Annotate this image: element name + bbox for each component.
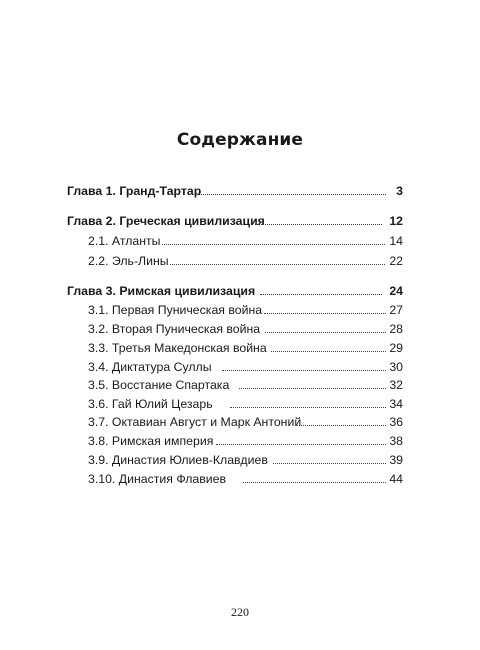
dot-leader <box>216 444 386 445</box>
dot-leader <box>264 313 386 314</box>
dot-leader <box>170 264 385 265</box>
toc-entry-page: 3 <box>396 184 403 198</box>
dot-leader <box>271 351 386 352</box>
toc-entry-page: 28 <box>389 322 403 336</box>
toc-entry-page: 38 <box>389 434 403 448</box>
toc-entry-page: 36 <box>389 415 403 429</box>
toc-entry-page: 22 <box>389 254 403 268</box>
toc-entry-section-3-3 <box>0 339 480 357</box>
page-title: Содержание <box>176 130 304 150</box>
dot-leader <box>297 425 386 426</box>
toc-entry-section-3-7 <box>0 413 480 431</box>
dot-leader <box>260 294 382 295</box>
toc-entry-page: 32 <box>389 378 403 392</box>
dot-leader <box>230 407 386 408</box>
toc-entry-section-2-1 <box>0 232 480 250</box>
toc-entry-section-3-10 <box>0 470 480 488</box>
toc-entry-section-3-1 <box>0 301 480 319</box>
dot-leader <box>162 244 385 245</box>
dot-leader <box>239 388 386 389</box>
toc-entry-label: 3.9. Династия Юлиев-Клавдиев <box>88 453 268 467</box>
toc-entry-page: 44 <box>389 472 403 486</box>
toc-entry-label: 3.10. Династия Флавиев <box>88 472 227 486</box>
toc-entry-page: 30 <box>389 360 403 374</box>
toc-entry-chapter-1 <box>0 182 480 200</box>
toc-entry-page: 34 <box>389 397 403 411</box>
toc-entry-page: 12 <box>389 214 403 228</box>
toc-entry-section-3-8 <box>0 432 480 450</box>
toc-entry-section-2-2 <box>0 252 480 270</box>
toc-entry-page: 39 <box>389 453 403 467</box>
toc-entry-section-3-4 <box>0 358 480 376</box>
toc-entry-label: Глава 2. Греческая цивилизация <box>67 214 265 228</box>
toc-entry-label: 3.7. Октавиан Август и Марк Антоний <box>88 415 302 429</box>
toc-entry-section-3-2 <box>0 320 480 338</box>
toc-entry-label: Глава 3. Римская цивилизация <box>67 284 256 298</box>
dot-leader <box>273 463 386 464</box>
dot-leader <box>265 332 386 333</box>
dot-leader <box>199 194 386 195</box>
toc-entry-section-3-9 <box>0 451 480 469</box>
toc-entry-label: 3.1. Первая Пуническая война <box>88 303 263 317</box>
dot-leader <box>255 224 382 225</box>
toc-entry-chapter-2 <box>0 212 480 230</box>
toc-entry-label: 3.5. Восстание Спартака <box>88 378 230 392</box>
toc-entry-label: 3.2. Вторая Пуническая война <box>88 322 261 336</box>
toc-entry-label: 2.2. Эль-Лины <box>88 254 169 268</box>
toc-entry-label: 3.6. Гай Юлий Цезарь <box>88 397 213 411</box>
toc-entry-label: 3.4. Диктатура Суллы <box>88 360 212 374</box>
toc-entry-label: 3.8. Римская империя <box>88 434 214 448</box>
toc-entry-label: Глава 1. Гранд-Тартар <box>67 184 202 198</box>
toc-entry-page: 27 <box>389 303 403 317</box>
toc-entry-section-3-5 <box>0 376 480 394</box>
toc-entry-section-3-6 <box>0 395 480 413</box>
dot-leader <box>243 482 386 483</box>
toc-entry-label: 3.3. Третья Македонская война <box>88 341 267 355</box>
page-number: 220 <box>231 605 249 619</box>
toc-entry-page: 24 <box>389 284 403 298</box>
dot-leader <box>222 370 386 371</box>
toc-entry-chapter-3 <box>0 282 480 300</box>
toc-entry-page: 29 <box>389 341 403 355</box>
toc-entry-label: 2.1. Атланты <box>88 234 161 248</box>
toc-entry-page: 14 <box>389 234 403 248</box>
